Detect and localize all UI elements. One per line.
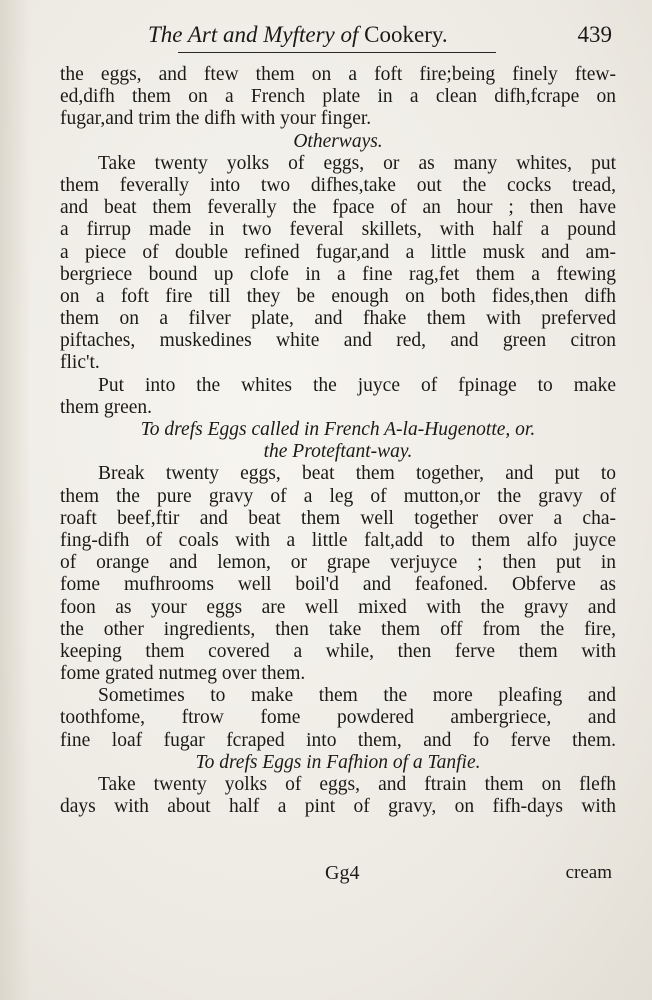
- page-edge-shadow: [0, 0, 30, 1000]
- text-line: fugar,and trim the difh with your finger.: [60, 108, 372, 130]
- body-text: [60, 64, 616, 818]
- text-line: them on a filver plate, and fhake them with preferved: [60, 308, 616, 330]
- text-line: them feverally into two difhes,take out the cocks tread,: [60, 174, 616, 196]
- text-line: ed,difh them on a French plate in a clean difh,fcrape on: [60, 86, 616, 108]
- text-line: the other ingredients, then take them off from the fire,: [60, 618, 616, 640]
- running-title: [148, 22, 448, 48]
- text-line: on a foft fire till they be enough on both fides,then difh: [60, 285, 616, 307]
- section-heading: Otherways.: [293, 130, 383, 152]
- text-line: foon as your eggs are well mixed with the gravy and: [60, 596, 616, 618]
- text-line: them green.: [60, 396, 153, 418]
- header-rule: [178, 52, 496, 53]
- text-line: them the pure gravy of a leg of mutton,or the gravy of: [60, 485, 616, 507]
- text-line: bergriece bound up clofe in a fine rag,fet them a ftewing: [60, 263, 616, 285]
- section-heading: the Proteftant-way.: [263, 441, 413, 463]
- text-line: fome grated nutmeg over them.: [60, 663, 306, 685]
- text-line: keeping them covered a while, then ferve them with: [60, 640, 616, 662]
- signature-mark: Gg4: [325, 862, 360, 884]
- text-line: days with about half a pint of gravy, on fifh-days with: [60, 796, 616, 818]
- text-line: the eggs, and ftew them on a foft fire;being finely ftew-: [60, 64, 616, 85]
- running-header: [148, 18, 618, 54]
- text-line: Take twenty yolks of eggs, or as many whites, put: [98, 152, 616, 174]
- text-line: of orange and lemon, or grape verjuyce ; then put in: [60, 552, 616, 574]
- running-title-italic: The Art and Myftery of: [148, 22, 359, 47]
- text-line: Put into the whites the juyce of fpinage to make: [98, 374, 616, 396]
- text-line: and beat them feverally the fpace of an hour ; then have: [60, 197, 616, 219]
- text-line: fing-difh of coals with a little falt,add to them alfo juyce: [60, 529, 616, 551]
- text-line: a piece of double refined fugar,and a little musk and am-: [60, 241, 616, 263]
- text-line: toothfome, ftrow fome powdered ambergriece, and: [60, 707, 616, 729]
- text-line: fome mufhrooms well boil'd and feafoned. Obferve as: [60, 574, 616, 596]
- text-line: a firrup made in two feveral skillets, with half a pound: [60, 219, 616, 241]
- text-line: piftaches, muskedines white and red, and green citron: [60, 330, 616, 352]
- catchword: cream: [565, 862, 612, 883]
- text-line: flic't.: [60, 352, 100, 374]
- text-line: roaft beef,ftir and beat them well together over a cha-: [60, 507, 616, 529]
- section-heading: To drefs Eggs called in French A-la-Hugenotte, or.: [140, 419, 536, 440]
- running-title-roman: Cookery.: [358, 22, 448, 47]
- text-line: Take twenty yolks of eggs, and ftrain them on flefh: [98, 774, 616, 795]
- text-line: Break twenty eggs, beat them together, and put to: [98, 463, 616, 485]
- text-line: Sometimes to make them the more pleafing and: [98, 685, 616, 707]
- text-line: fine loaf fugar fcraped into them, and fo ferve them.: [60, 729, 616, 751]
- page-number: 439: [577, 22, 612, 47]
- section-heading: To drefs Eggs in Fafhion of a Tanfie.: [195, 751, 481, 773]
